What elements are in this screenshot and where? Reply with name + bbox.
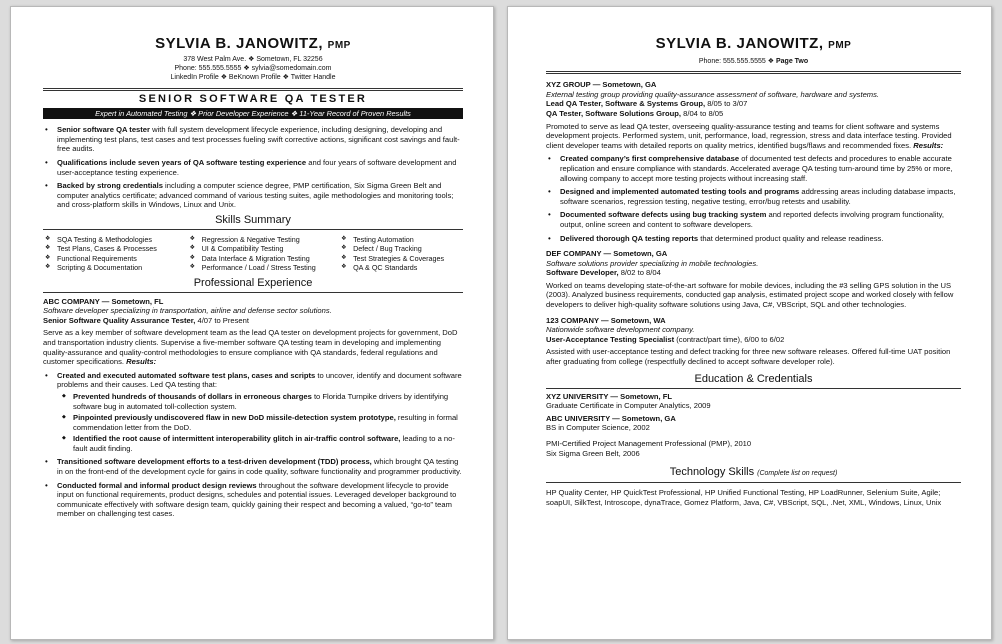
skill-item: ❖ SQA Testing & Methodologies <box>43 235 188 244</box>
role-title: Senior Software Quality Assurance Tester, 4/07 to Present <box>43 315 249 325</box>
result-item: • Conducted formal and informal product design reviews throughout the software development lifecycle to provide input on functional requirements, product designs, schedules and potential issues. Leveraged developer background to communicate effectively with software design team, quickly gaining their respect and becoming a valued, “go-to” team member on challenging test cases. <box>43 481 463 519</box>
result-item: • Created and executed automated software test plans, cases and scripts to uncover, identify and document software problems and their causes. Led QA testing that: ◆ Prevented hundreds of thousands of dollars in erroneous charges to Florida Turnpike drivers by identifying software bug in automated toll-collection system. ◆ Pinpointed previously undiscovered flaw in new DoD missile-detection system prototype, resulting in formal commendation letter from the DoD. ◆ Identified the root cause of intermittent interoperability glitch in air-traffic control software, leading to a no-fault audit finding. <box>43 371 463 454</box>
certification-item: PMI-Certified Project Management Professional (PMP), 2010 <box>546 439 752 449</box>
degree-detail: BS in Computer Science, 2002 <box>546 423 650 433</box>
expertise-banner: Expert in Automated Testing ❖ Prior Developer Experience ❖ 11-Year Record of Proven Results <box>43 108 463 119</box>
candidate-name <box>546 35 961 55</box>
experience-heading: Professional Experience <box>43 277 463 293</box>
job-title: SENIOR SOFTWARE QA TESTER <box>138 92 368 105</box>
degree-detail: Graduate Certificate in Computer Analytics, 2009 <box>546 401 711 411</box>
name-text: SYLVIA B. JANOWITZ, <box>155 35 323 52</box>
technology-heading-text: Technology Skills <box>669 466 755 479</box>
education-item <box>546 392 961 411</box>
education-heading: Education & Credentials <box>546 373 961 389</box>
skill-item: ❖ Test Plans, Cases & Processes <box>43 244 188 253</box>
skill-item: ❖ Defect / Bug Tracking <box>339 244 463 253</box>
sub-result-item: ◆ Identified the root cause of intermittent interoperability glitch in air-traffic control software, leading to a no-fault audit finding. <box>57 434 463 453</box>
profile-links-line[interactable]: LinkedIn Profile ❖ BeKnown Profile ❖ Twitter Handle <box>170 74 336 82</box>
role-title: Lead QA Tester, Software & Systems Group, 8/05 to 3/07 <box>546 99 748 109</box>
company-tagline: Software developer specializing in transportation, airline and defense sector solutions. <box>43 306 332 316</box>
school-name: ABC UNIVERSITY — Sometown, GA <box>546 413 676 423</box>
summary-item: • Backed by strong credentials including a computer science degree, PMP certification, Six Sigma Green Belt and computer analytics certificate; advanced command of various testing suites, agile methodologies and monitoring tools; and cross-platform skills in Windows, Linux and Unix. <box>43 181 463 210</box>
skill-item: ❖ QA & QC Standards <box>339 263 463 272</box>
result-item: • Documented software defects using bug tracking system and reported defects involving program functionality, output, online screen and content to software developers. <box>546 210 961 229</box>
company-tagline: External testing group providing quality-assurance assessment of software, hardware and systems. <box>546 89 880 99</box>
sub-result-item: ◆ Prevented hundreds of thousands of dollars in erroneous charges to Florida Turnpike drivers by identifying software bug in automated toll-collection system. <box>57 392 463 411</box>
company-name: XYZ GROUP — Sometown, GA <box>546 80 657 90</box>
summary-list <box>43 125 463 210</box>
skill-item: ❖ Regression & Negative Testing <box>188 235 339 244</box>
role-title: QA Tester, Software Solutions Group, 8/04 to 8/05 <box>546 108 724 118</box>
skills-column-1 <box>43 235 188 273</box>
skills-grid <box>43 235 463 273</box>
sub-result-item: ◆ Pinpointed previously undiscovered flaw in new DoD missile-detection system prototype, resulting in formal commendation letter from the DoD. <box>57 413 463 432</box>
company-tagline: Nationwide software development company. <box>546 325 695 335</box>
phone-page-line: Phone: 555.555.5555 ❖ Page Two <box>698 58 809 65</box>
credential-text: PMP <box>828 40 852 51</box>
skills-column-2 <box>188 235 339 273</box>
address-line: 378 West Palm Ave. ❖ Sometown, FL 32256 <box>183 56 323 63</box>
resume-page-one <box>10 6 494 640</box>
abc-results-list <box>43 371 463 519</box>
technology-heading <box>546 466 961 483</box>
skill-item: ❖ Scripting & Documentation <box>43 263 188 272</box>
result-item: • Delivered thorough QA testing reports that determined product quality and release readiness. <box>546 234 961 244</box>
skills-column-3 <box>339 235 463 273</box>
skill-item: ❖ Testing Automation <box>339 235 463 244</box>
candidate-name <box>43 35 463 55</box>
company-name: DEF COMPANY — Sometown, GA <box>546 249 668 259</box>
name-text: SYLVIA B. JANOWITZ, <box>655 35 824 52</box>
credential-text: PMP <box>327 40 351 51</box>
certifications <box>546 439 961 458</box>
skill-item: ❖ UI & Compatibility Testing <box>188 244 339 253</box>
resume-page-two <box>507 6 992 640</box>
skills-heading: Skills Summary <box>43 214 463 230</box>
role-title: User-Acceptance Testing Specialist (contract/part time), 6/00 to 6/02 <box>546 334 785 344</box>
skill-item: ❖ Functional Requirements <box>43 254 188 263</box>
header-divider <box>546 71 961 74</box>
role-description: Serve as a key member of software development team as the lead QA tester on development projects for government, DoD and transportation industry clients. Supervise a five-member software QA testing team in developing and implementing quality-assurance and quality-control methodologies to ensure compliance with QA standards, federal regulations and customer specifications. Results: <box>43 328 458 367</box>
role-title: Software Developer, 8/02 to 8/04 <box>546 268 661 278</box>
company-name: ABC COMPANY — Sometown, FL <box>43 296 164 306</box>
school-name: XYZ UNIVERSITY — Sometown, FL <box>546 391 673 401</box>
company-name: 123 COMPANY — Sometown, WA <box>546 315 666 325</box>
certification-item: Six Sigma Green Belt, 2006 <box>546 448 640 458</box>
education-item <box>546 414 961 433</box>
result-item: • Transitioned software development efforts to a test-driven development (TDD) process, which brought QA testing in on the front-end of the development cycle for gains in code quality, software functionality and programmer productivity. <box>43 457 463 476</box>
role-description: Promoted to serve as lead QA tester, overseeing quality-assurance testing and teams for client software and systems development projects. Performed system, unit, performance, load, regression, stress and data interface testing. Provided client developer teams with detailed reports on quality metrics, identified bugs/flaws and recommended fixes. Results: <box>546 121 952 150</box>
summary-item: • Senior software QA tester with full system development lifecycle experience, including designing, developing and implementing test plans, test cases and test processes fueling swift corrective actions, significant cost savings and fault-free audits. <box>43 125 463 154</box>
skill-item: ❖ Test Strategies & Coverages <box>339 254 463 263</box>
skill-item: ❖ Performance / Load / Stress Testing <box>188 263 339 272</box>
skill-item: ❖ Data Interface & Migration Testing <box>188 254 339 263</box>
result-item: • Created company’s first comprehensive database of documented test defects and procedures to enable accurate replication and ensure compliance with standards. Accelerated average QA testing turn-around time by 25% or more, allowing company to accept more testing projects without increasing staff. <box>546 154 961 183</box>
sub-results-list <box>57 392 463 454</box>
summary-item: • Qualifications include seven years of QA software testing experience and four years of software development and user-acceptance testing experience. <box>43 158 463 177</box>
technology-note: (Complete list on request) <box>757 470 838 478</box>
role-description: Worked on teams developing state-of-the-art software for mobile devices, including the #3 selling GPS solution in the US (2003). Analyzed business requirements, conducted gap analysis, estimated project scope and worked closely with fellow developers to deliver high-quality software solutions using Java, C#, VBScript, SQL and other technologies. <box>546 280 954 310</box>
header-divider <box>43 88 463 91</box>
xyz-results-list <box>546 154 961 243</box>
phone-email-line: Phone: 555.555.5555 ❖ sylvia@somedomain.com <box>174 65 332 73</box>
company-tagline: Software solutions provider specializing in mobile technologies. <box>546 258 759 268</box>
technology-list: HP Quality Center, HP QuickTest Professional, HP Unified Functional Testing, HP LoadRunner, Selenium Suite, Agile; soapUI, SilkTest, Introscope, dynaTrace, Gomez Platform, Java, C#, VBScript, SQL, .Net, XML, Windows, Linux, Unix <box>546 488 942 507</box>
role-description: Assisted with user-acceptance testing and defect tracking for three new software releases. Offered full-time UAT position after graduating from college (respectfully declined to accept software developer role). <box>546 347 951 367</box>
result-item: • Designed and implemented automated testing tools and programs addressing areas including database impacts, software scenarios, regression testing, negative testing, error/bug retests and usability. <box>546 187 961 206</box>
